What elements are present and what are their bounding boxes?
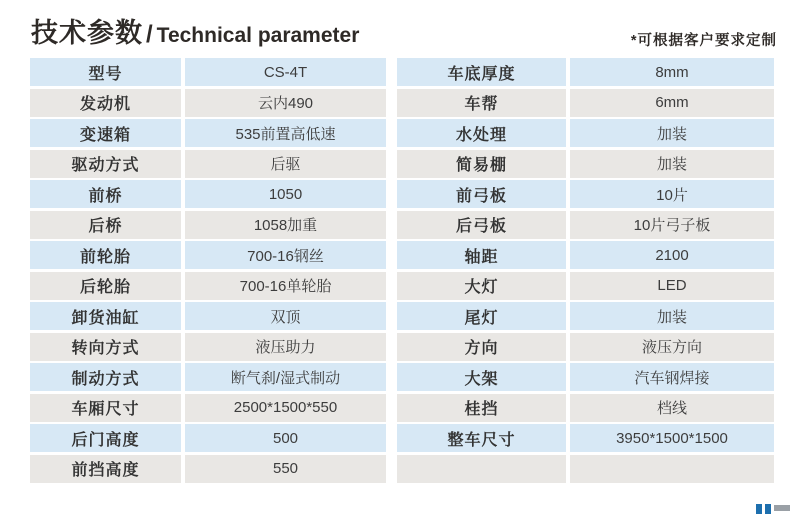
spec-value: 500 [185,424,386,452]
spec-value: 8mm [570,58,774,86]
table-row [397,150,774,178]
spec-label: 水处理 [397,119,566,147]
table-row [30,211,386,239]
spec-value: 6mm [570,89,774,117]
spec-value: 云内490 [185,89,386,117]
spec-value: 加装 [570,119,774,147]
page-title [31,11,359,50]
spec-label: 轴距 [397,241,566,269]
spec-value: 双顶 [185,302,386,330]
spec-label: 后桥 [30,211,181,239]
spec-label: 整车尺寸 [397,424,566,452]
spec-value: 535前置高低速 [185,119,386,147]
spec-value: 液压助力 [185,333,386,361]
spec-value: 700-16单轮胎 [185,272,386,300]
table-row [397,394,774,422]
spec-label: 尾灯 [397,302,566,330]
table-row [397,58,774,86]
spec-value: 加装 [570,150,774,178]
spec-label: 制动方式 [30,363,181,391]
spec-label: 后轮胎 [30,272,181,300]
table-row [397,119,774,147]
table-row [30,150,386,178]
table-row [397,455,774,483]
page-title-divider: / [146,21,154,48]
spec-label: 驱动方式 [30,150,181,178]
spec-label: 车底厚度 [397,58,566,86]
spec-value: 断气刹/湿式制动 [185,363,386,391]
spec-label: 车帮 [397,89,566,117]
watermark-square [756,504,762,514]
table-row [30,58,386,86]
spec-table-left [30,58,386,485]
table-row [30,424,386,452]
table-row [30,455,386,483]
table-row [30,302,386,330]
spec-value [570,455,774,483]
spec-value: 10片弓子板 [570,211,774,239]
spec-label: 卸货油缸 [30,302,181,330]
table-row [30,272,386,300]
spec-label: 大架 [397,363,566,391]
customization-note: *可根据客户要求定制 [630,33,777,49]
spec-label: 车厢尺寸 [30,394,181,422]
table-row [30,119,386,147]
spec-value: 加装 [570,302,774,330]
spec-value: LED [570,272,774,300]
table-row [397,333,774,361]
spec-label: 后弓板 [397,211,566,239]
spec-label: 转向方式 [30,333,181,361]
spec-table-right [397,58,774,485]
spec-label: 型号 [30,58,181,86]
table-row [30,89,386,117]
spec-label [397,455,566,483]
page-title-zh: 技术参数 [31,18,143,48]
spec-value: 10片 [570,180,774,208]
table-row [30,180,386,208]
spec-value: 2500*1500*550 [185,394,386,422]
spec-value: 1058加重 [185,211,386,239]
spec-value: 后驱 [185,150,386,178]
spec-value: 1050 [185,180,386,208]
spec-value: 汽车钢焊接 [570,363,774,391]
table-row [397,424,774,452]
table-row [397,272,774,300]
spec-label: 前挡高度 [30,455,181,483]
table-row [397,363,774,391]
table-row [397,89,774,117]
spec-value: 700-16钢丝 [185,241,386,269]
spec-label: 前桥 [30,180,181,208]
spec-label: 桂挡 [397,394,566,422]
table-row [397,180,774,208]
table-row [397,241,774,269]
spec-label: 前轮胎 [30,241,181,269]
spec-label: 方向 [397,333,566,361]
spec-value: 2100 [570,241,774,269]
spec-value: CS-4T [185,58,386,86]
page-title-en: Technical parameter [156,24,360,47]
spec-label: 简易棚 [397,150,566,178]
watermark-square [765,504,771,514]
table-row [30,241,386,269]
table-row [30,333,386,361]
watermark-bar [774,505,790,511]
spec-label: 前弓板 [397,180,566,208]
table-row [30,363,386,391]
spec-value: 550 [185,455,386,483]
table-row [30,394,386,422]
spec-label: 变速箱 [30,119,181,147]
spec-value: 档线 [570,394,774,422]
spec-value: 3950*1500*1500 [570,424,774,452]
watermark-logo-fragment [756,504,790,517]
spec-label: 后门高度 [30,424,181,452]
spec-value: 液压方向 [570,333,774,361]
table-row [397,302,774,330]
table-row [397,211,774,239]
spec-label: 发动机 [30,89,181,117]
spec-label: 大灯 [397,272,566,300]
